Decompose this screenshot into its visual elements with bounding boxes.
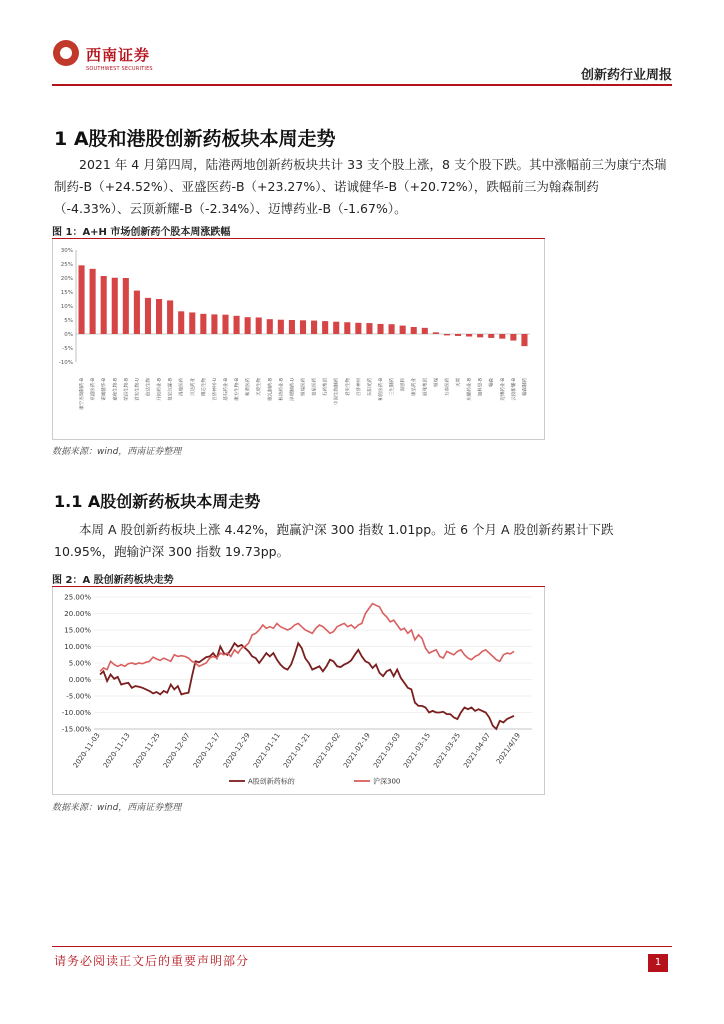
x-tick-label: 2021-03-25 <box>432 731 463 770</box>
bar <box>477 334 483 337</box>
bar <box>289 320 295 334</box>
x-tick-label: 2021/4/19 <box>494 731 523 766</box>
bar-category-label: 和铂医药-B <box>379 378 385 401</box>
x-tick-label: 2021-01-11 <box>251 731 282 770</box>
figure-2-source: 数据来源：wind，西南证券整理 <box>52 803 182 813</box>
bar-category-label: 信达生物 <box>146 378 152 396</box>
x-tick-label: 2021-02-02 <box>312 731 342 770</box>
bar <box>167 300 173 334</box>
page-number: 1 <box>648 954 668 972</box>
bar <box>521 334 527 346</box>
bar <box>333 322 339 334</box>
bar-category-label: 君实生物-U <box>135 378 141 401</box>
bar-category-label: 康宁杰瑞制药-B <box>80 378 86 410</box>
y-tick-label: 20.00% <box>64 610 91 618</box>
bar-category-label: 东曜药业-B <box>467 378 473 401</box>
bar <box>211 314 217 334</box>
figure-1-source: 数据来源：wind，西南证券整理 <box>52 447 182 457</box>
bar-category-label: 翰森 <box>489 378 495 387</box>
legend-label: A股创新药标的 <box>248 777 295 786</box>
bar-category-label: 康方生物-B <box>235 378 241 401</box>
figure-1-label: 图 1：A+H 市场创新药个股本周涨跌幅 <box>52 227 231 238</box>
bar <box>411 327 417 334</box>
bar-category-label: 石药集团 <box>323 378 329 396</box>
logo-text-cn: 西南证券 <box>86 46 151 64</box>
bar-category-label: 复星医药 <box>312 378 318 396</box>
bar-category-label: 诺诚健华-B <box>102 378 108 401</box>
bar-category-label: 恒瑞医药 <box>301 378 307 396</box>
bar-category-label: 天境 <box>456 378 462 387</box>
y-tick-label: 10% <box>60 304 73 310</box>
bar-category-label: 复宏汉霖-B <box>168 378 174 401</box>
bar <box>300 320 306 334</box>
figure-1-chart <box>54 242 540 438</box>
y-tick-label: -10% <box>58 360 73 366</box>
bar <box>466 334 472 337</box>
bar <box>311 321 317 334</box>
section-heading-1-1: 1.1 A股创新药板块本周走势 <box>54 492 261 511</box>
bar-category-label: 加科思-B <box>478 378 484 397</box>
y-tick-label: 30% <box>60 248 73 254</box>
header-divider <box>52 84 672 86</box>
x-tick-label: 2020-12-17 <box>191 731 222 770</box>
bar-category-label: 百济神州-U <box>212 378 218 401</box>
bar <box>400 326 406 334</box>
report-title: 创新药行业周报 <box>580 68 672 83</box>
bar-category-label: 中国生物制药 <box>334 378 340 405</box>
bar <box>444 334 450 335</box>
bar-category-label: 百济神州 <box>356 378 362 396</box>
y-tick-label: 0.00% <box>68 676 91 684</box>
y-tick-label: 25.00% <box>64 593 91 602</box>
bar <box>488 334 494 338</box>
bar <box>422 328 428 334</box>
bar-category-label: 基石药业-B <box>223 378 229 401</box>
bar <box>455 334 461 336</box>
bar <box>90 269 96 334</box>
bar-category-label: 君实生物 <box>345 378 351 396</box>
y-tick-label: 5.00% <box>68 659 91 668</box>
bar <box>433 332 439 334</box>
logo-mark-inner <box>60 47 72 59</box>
y-tick-label: 15.00% <box>64 626 91 635</box>
bar <box>355 323 361 334</box>
bar <box>145 298 151 334</box>
bar-category-label: 嘉和生物-B <box>113 378 119 401</box>
x-tick-label: 2020-11-03 <box>71 731 102 770</box>
x-tick-label: 2021-04-07 <box>462 731 493 770</box>
bar <box>366 323 372 334</box>
bar-category-label: 迈博药业-B <box>500 378 506 401</box>
bar-category-label: 歌礼制药-B <box>268 378 274 401</box>
x-tick-label: 2020-11-13 <box>101 731 132 770</box>
bar-category-label: 科济药业-B <box>279 378 285 401</box>
bar <box>178 311 184 334</box>
bar <box>222 315 228 334</box>
y-tick-label: 20% <box>60 276 73 282</box>
bar <box>256 317 262 334</box>
bar <box>499 334 505 339</box>
bar <box>112 278 118 334</box>
bar <box>389 324 395 334</box>
bar <box>322 321 328 334</box>
bar-category-label: 再鼎医药 <box>179 378 185 396</box>
bar-category-label: 亚盛医药-B <box>91 378 97 401</box>
bar-category-label: 荣昌生物-B <box>124 378 130 401</box>
bar <box>101 276 107 334</box>
y-tick-label: -5% <box>62 346 73 352</box>
bar-category-label: 海思科 <box>401 378 407 392</box>
bar-category-label: 泽璟制药-U <box>290 378 296 401</box>
section-paragraph-1: 2021 年 4 月第四周，陆港两地创新药板块共计 33 支个股上涨，8 支个股下跌。其中涨幅前三为康宁杰瑞制药-B（+24.52%）、亚盛医药-B（+23.27%）、诺诚健华-B（+20.72%），跌幅前三为翰森制药（-4.33%）、云顶新耀-B（-2.34%）、迈博药业-B（-1.67%）。 <box>54 157 667 216</box>
y-tick-label: -15.00% <box>61 725 91 734</box>
logo-text-en: SOUTHWEST SECURITIES <box>86 66 153 72</box>
legend-label: 沪深300 <box>373 777 401 786</box>
section-paragraph-1-1: 本周 A 股创新药板块上涨 4.42%，跑赢沪深 300 指数 1.01pp。近 6 个月 A 股创新药累计下跌 10.95%，跑输沪深 300 指数 19.73pp。 <box>54 522 614 559</box>
bar-category-label: 微芯生物 <box>201 378 207 396</box>
y-tick-label: -10.00% <box>61 709 91 717</box>
x-tick-label: 2020-11-25 <box>131 731 162 770</box>
x-tick-label: 2021-02-19 <box>342 731 372 770</box>
series-line-1 <box>100 643 514 729</box>
x-tick-label: 2021-03-15 <box>402 731 433 770</box>
footer-disclaimer: 请务必阅读正文后的重要声明部分 <box>54 954 250 968</box>
bar <box>156 299 162 334</box>
bar <box>134 291 140 334</box>
y-tick-label: -5.00% <box>66 692 91 701</box>
bar-category-label: 开拓药业-B <box>157 378 163 401</box>
y-tick-label: 25% <box>60 262 73 268</box>
bar <box>278 320 284 334</box>
bar <box>377 324 383 334</box>
x-tick-label: 2020-12-29 <box>221 731 252 770</box>
bar <box>344 322 350 334</box>
bar-category-label: 万春医药 <box>445 378 451 396</box>
bar-category-label: 康弘药业 <box>412 378 418 396</box>
bar <box>510 334 516 341</box>
bar <box>234 316 240 334</box>
bar-category-label: 云顶新耀-B <box>511 378 517 401</box>
x-tick-label: 2021-03-03 <box>372 731 402 770</box>
bar-category-label: 贝达药业 <box>190 378 196 396</box>
bar-category-label: 丽珠集团 <box>423 378 429 396</box>
y-tick-label: 10.00% <box>64 643 91 651</box>
bar <box>123 278 129 334</box>
y-tick-label: 0% <box>64 332 73 338</box>
bar-category-label: 三生制药 <box>390 378 396 396</box>
y-tick-label: 15% <box>60 290 73 296</box>
bar <box>78 265 84 334</box>
bar <box>189 312 195 334</box>
y-tick-label: 5% <box>64 318 73 324</box>
bar-category-label: 东阳光药 <box>367 378 373 396</box>
footer-divider <box>52 946 672 947</box>
bar <box>200 314 206 334</box>
bar-category-label: 恒瑞 <box>434 378 440 387</box>
bar <box>245 317 251 334</box>
bar-category-label: 翰森制药 <box>522 378 528 396</box>
bar-category-label: 天境生物 <box>257 378 263 396</box>
x-tick-label: 2021-01-21 <box>281 731 312 770</box>
section-heading-1: 1 A股和港股创新药板块本周走势 <box>54 128 336 150</box>
figure-2-label: 图 2：A 股创新药板块走势 <box>52 575 174 586</box>
bar-category-label: 和黄医药 <box>246 378 252 396</box>
figure-2-chart <box>54 589 540 793</box>
bar <box>267 319 273 334</box>
x-tick-label: 2020-12-07 <box>161 731 192 770</box>
